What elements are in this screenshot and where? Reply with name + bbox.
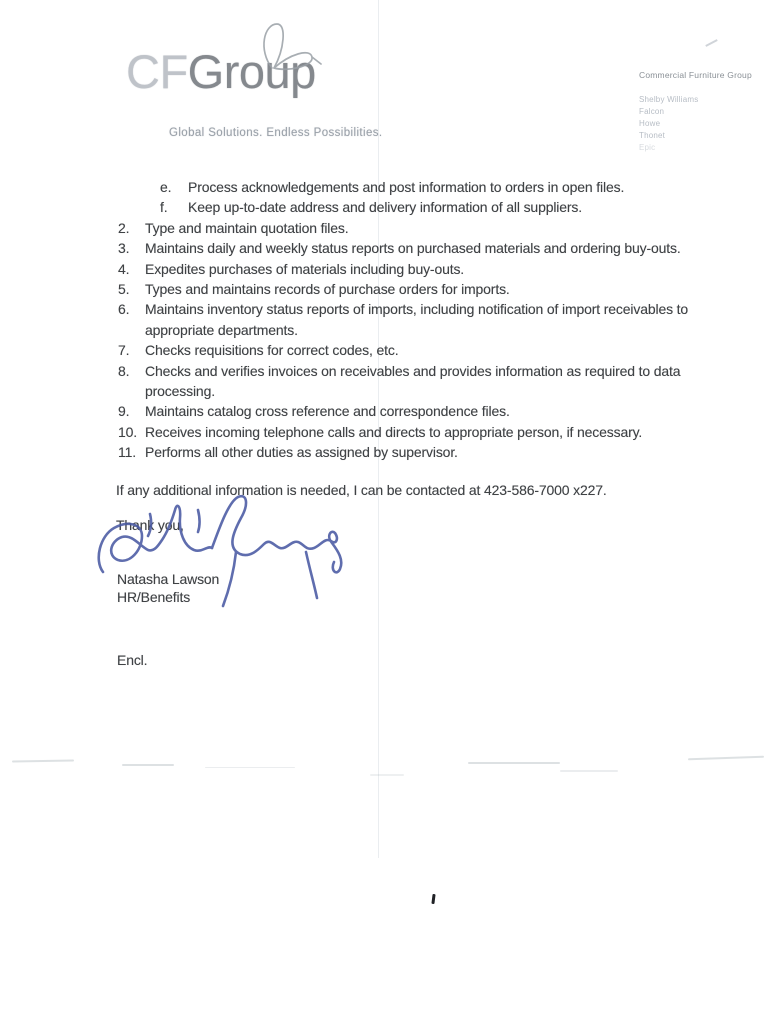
brand-item: Shelby Williams: [639, 95, 699, 104]
list-marker: 2.: [118, 219, 130, 236]
brand-list: [639, 94, 759, 154]
butterfly-ribbon-icon: [246, 16, 330, 82]
company-address-block: [639, 70, 759, 154]
list-item: [110, 442, 728, 462]
list-marker: 9.: [118, 403, 130, 420]
signer-name: Natasha Lawson: [117, 570, 220, 587]
list-item: [110, 238, 728, 258]
scan-smudge: [688, 756, 764, 761]
list-item: [110, 401, 728, 421]
brand-item: Howe: [639, 119, 661, 128]
letter-body: [110, 177, 728, 670]
brand-item: Epic: [639, 143, 656, 152]
company-tagline: Global Solutions. Endless Possibilities.: [169, 127, 383, 139]
list-marker: 8.: [118, 362, 130, 379]
brand-item: Thonet: [639, 131, 666, 140]
list-marker: 10.: [118, 423, 138, 440]
list-item-text: Type and maintain quotation files.: [145, 219, 349, 236]
brand-item: Falcon: [639, 107, 665, 116]
list-item: [110, 361, 728, 402]
list-item-text: Checks and verifies invoices on receivables and provides information as required to data processing.: [145, 362, 681, 400]
company-name: Commercial Furniture Group: [639, 70, 752, 80]
scan-smudge: [12, 759, 74, 762]
list-item: [110, 218, 728, 238]
list-marker: 7.: [118, 342, 130, 359]
list-item-text: Maintains daily and weekly status reports on purchased materials and ordering buy-outs.: [145, 240, 681, 257]
list-marker: 6.: [118, 301, 130, 318]
list-marker: 5.: [118, 281, 130, 298]
list-item: [110, 177, 728, 197]
list-item: [110, 259, 728, 279]
scan-corner-mark: [705, 39, 717, 47]
closing-paragraph: If any additional information is needed, I can be contacted at 423-586-7000 x227.: [116, 481, 607, 498]
list-item: [110, 299, 728, 340]
list-item-text: Types and maintains records of purchase orders for imports.: [145, 281, 510, 298]
list-item: [110, 279, 728, 299]
scan-smudge: [205, 767, 295, 768]
logo-text-cf: CF: [126, 45, 188, 98]
list-item-text: Keep up-to-date address and delivery information of all suppliers.: [188, 199, 582, 216]
list-item-text: Performs all other duties as assigned by supervisor.: [145, 444, 458, 461]
list-item: [110, 197, 728, 217]
enclosure-note: Encl.: [117, 651, 148, 668]
signer-title: HR/Benefits: [117, 589, 191, 606]
list-marker: 4.: [118, 260, 130, 277]
list-marker: 11.: [118, 444, 136, 461]
signer-block: [110, 570, 728, 607]
list-item-text: Maintains catalog cross reference and correspondence files.: [145, 403, 510, 420]
list-item: [110, 340, 728, 360]
scan-smudge: [468, 762, 560, 764]
list-marker: e.: [160, 179, 172, 195]
list-item-text: Maintains inventory status reports of imports, including notification of import receivables to appropriate departments.: [145, 301, 689, 338]
list-item-text: Expedites purchases of materials including buy-outs.: [145, 260, 465, 277]
list-item-text: Receives incoming telephone calls and directs to appropriate person, if necessary.: [145, 423, 643, 440]
list-item: [110, 422, 728, 442]
logo-text-group: Group: [187, 45, 316, 98]
scan-smudge: [560, 770, 618, 772]
scan-smudge: [370, 774, 404, 776]
list-marker: f.: [160, 199, 168, 216]
scan-speck: [431, 894, 435, 904]
list-item-text: Checks requisitions for correct codes, etc.: [145, 342, 399, 359]
scan-smudge: [122, 764, 174, 766]
valediction: Thank you,: [116, 517, 184, 534]
list-marker: 3.: [118, 240, 130, 257]
list-item-text: Process acknowledgements and post information to orders in open files.: [188, 179, 625, 195]
